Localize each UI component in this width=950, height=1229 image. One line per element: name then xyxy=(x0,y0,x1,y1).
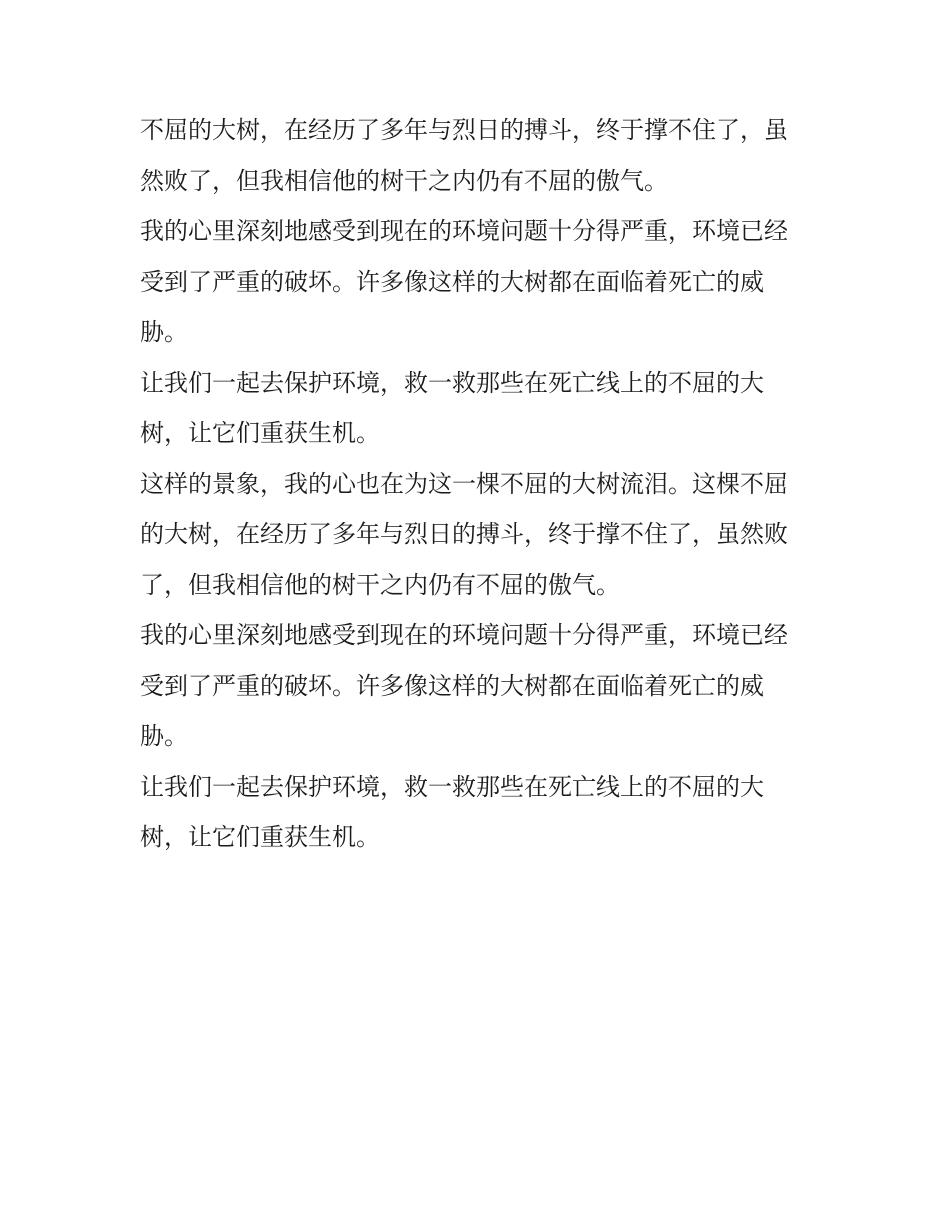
document-body xyxy=(140,105,815,863)
text-line: 不屈的大树，在经历了多年与烈日的搏斗，终于撑不住了，虽 xyxy=(140,116,788,144)
paragraph-6 xyxy=(140,762,815,863)
text-line: 我的心里深刻地感受到现在的环境问题十分得严重，环境已经 xyxy=(140,621,788,649)
text-line: 胁。 xyxy=(140,318,188,346)
paragraph-2 xyxy=(140,206,815,358)
text-line: 受到了严重的破坏。许多像这样的大树都在面临着死亡的威 xyxy=(140,671,764,700)
text-line: 这样的景象，我的心也在为这一棵不屈的大树流泪。这棵不屈 xyxy=(140,469,788,498)
text-line: 树，让它们重获生机。 xyxy=(140,823,380,851)
paragraph-4 xyxy=(140,459,815,611)
text-line: 我的心里深刻地感受到现在的环境问题十分得严重，环境已经 xyxy=(140,217,788,245)
paragraph-5 xyxy=(140,610,815,762)
paragraph-3 xyxy=(140,358,815,459)
text-line: 让我们一起去保护环境，救一救那些在死亡线上的不屈的大 xyxy=(140,772,764,801)
text-line: 了，但我相信他的树干之内仍有不屈的傲气。 xyxy=(140,570,620,599)
text-line: 让我们一起去保护环境，救一救那些在死亡线上的不屈的大 xyxy=(140,368,764,397)
text-line: 的大树，在经历了多年与烈日的搏斗，终于撑不住了，虽然败 xyxy=(140,520,788,548)
text-line: 受到了严重的破坏。许多像这样的大树都在面临着死亡的威 xyxy=(140,267,764,296)
text-line: 然败了，但我相信他的树干之内仍有不屈的傲气。 xyxy=(140,166,668,195)
paragraph-1 xyxy=(140,105,815,206)
text-line: 树，让它们重获生机。 xyxy=(140,419,380,447)
text-line: 胁。 xyxy=(140,722,188,750)
